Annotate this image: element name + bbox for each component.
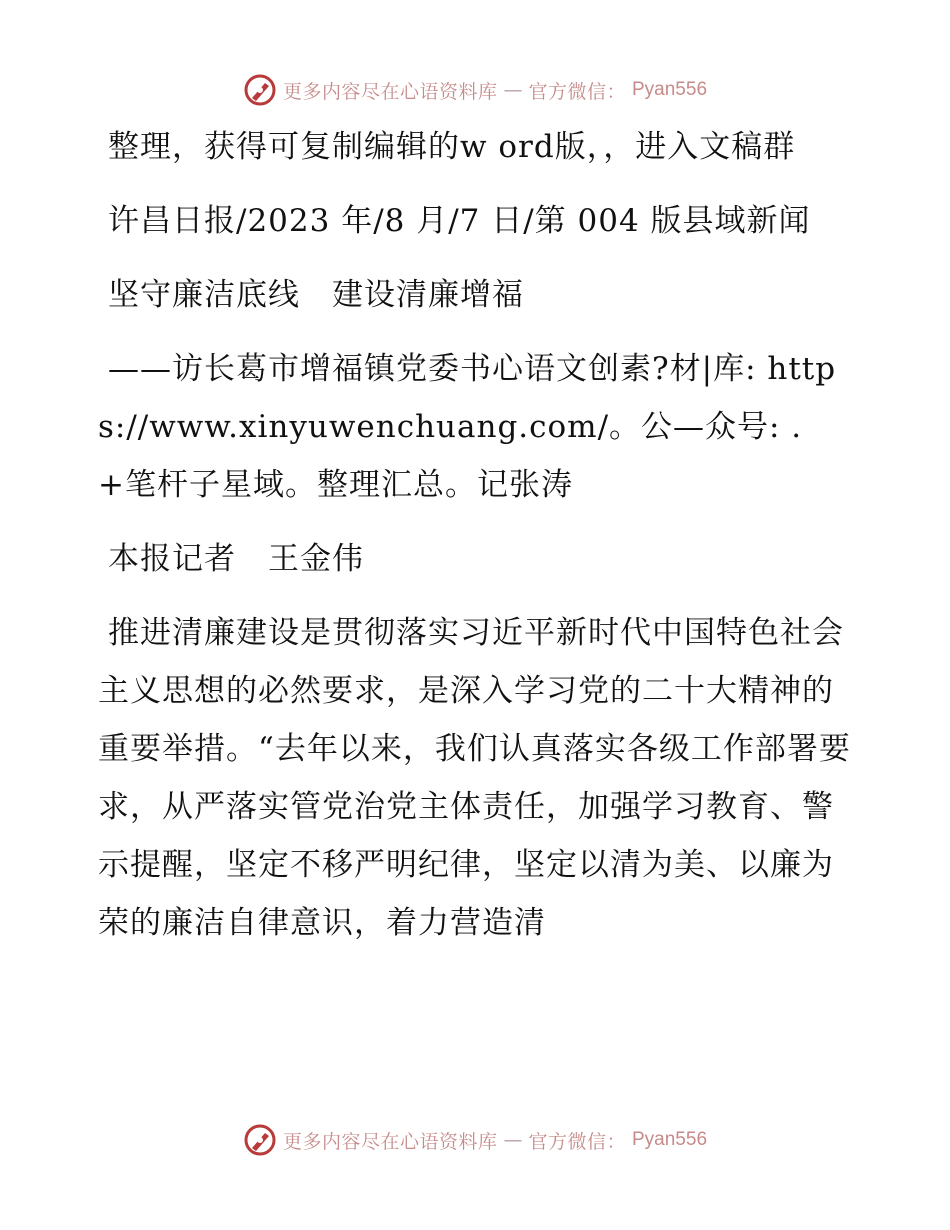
article-title: 坚守廉洁底线 建设清廉增福 [108,277,524,313]
document-body [98,118,853,952]
intro-paragraph: 整理，获得可复制编辑的w ord版，，进入文稿群 [108,129,796,165]
watermark-main-text: 更多内容尽在心语资料库 [282,1130,498,1153]
watermark-separator: — [503,79,523,101]
watermark-wechat-id: Pyan556 [632,1129,708,1150]
watermark-official-label: 官方微信： [528,80,626,103]
watermark-wechat-id: Pyan556 [632,79,708,100]
footer-watermark [0,1118,950,1162]
pen-logo-icon [243,73,277,107]
header-watermark [0,68,950,112]
watermark-main-text: 更多内容尽在心语资料库 [282,80,498,103]
reporter-byline: 本报记者 王金伟 [108,541,364,577]
article-subtitle: ——访长葛市增福镇党委书心语文创素?材|库: https://www.xinyuwenchuang.com/。公—众号: . +笔杆子星域。整理汇总。记张涛 [98,351,837,503]
source-line: 许昌日报/2023 年/8 月/7 日/第 004 版县域新闻 [108,203,811,239]
body-paragraph: 推进清廉建设是贯彻落实习近平新时代中国特色社会主义思想的必然要求，是深入学习党的二十大精神的重要举措。“去年以来，我们认真落实各级工作部署要求，从严落实管党治党主体责任，加强学习教育、警示提醒，坚定不移严明纪律，坚定以清为美、以廉为荣的廉洁自律意识，着力营造清 [98,615,851,941]
pen-logo-icon [243,1123,277,1157]
watermark-separator: — [503,1129,523,1151]
watermark-official-label: 官方微信： [528,1130,626,1153]
